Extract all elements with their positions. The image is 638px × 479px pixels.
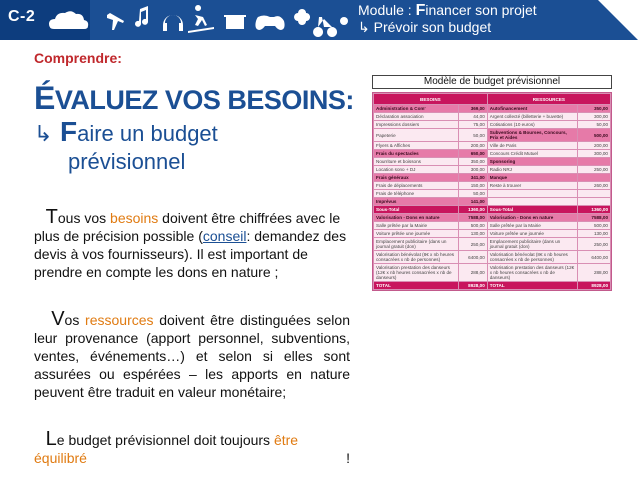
budget-besoin-label: Voiture prêtée une journée: [374, 230, 459, 238]
budget-besoin-value: 44,00: [459, 113, 487, 121]
budget-ressource-label: [487, 190, 577, 198]
budget-besoin-value: 6400,00: [459, 251, 487, 264]
subtitle-line-2: prévisionnel: [68, 149, 186, 174]
budget-body: [374, 105, 611, 290]
title-rest: VALUEZ VOS BESOINS: [54, 85, 346, 115]
budget-ressource-value: 500,00: [577, 222, 610, 230]
flower-icon: [294, 9, 310, 25]
budget-ressource-label: Sponsoring: [487, 158, 577, 166]
module-title: [358, 2, 537, 36]
keyword-etre: être: [273, 432, 299, 448]
title-colon: :: [345, 85, 354, 115]
table-row: [374, 238, 611, 251]
budget-besoin-value: 200,00: [459, 142, 487, 150]
title-first-letter: É: [34, 80, 55, 116]
budget-besoin-label: Salle prêtée par la Mairie: [374, 222, 459, 230]
text: ous vos: [57, 210, 111, 226]
budget-header-row: [374, 94, 611, 105]
text: : demandez des devis à vos fournisseurs). Il est important de prendre en compte les dons en nature ;: [34, 228, 347, 280]
header-besoins: BESOINS: [374, 94, 488, 105]
table-row: [374, 206, 611, 214]
budget-besoin-value: 500,00: [459, 222, 487, 230]
budget-ressource-label: Valorisation - Dons en nature: [487, 214, 577, 222]
budget-besoin-value: 250,00: [459, 238, 487, 251]
banner-corner: [598, 0, 638, 40]
paragraph-besoins: [34, 208, 350, 281]
budget-besoin-value: 75,00: [459, 121, 487, 129]
table-row: [374, 150, 611, 158]
budget-ressource-value: 260,00: [577, 182, 610, 190]
text: doivent être chiffrées avec le plus de précision possible (: [34, 210, 341, 244]
budget-ressource-label: Valorisation prestation des danseurs (12€ x nb heures consacrées x nb de danseurs): [487, 264, 577, 282]
budget-besoin-value: 300,00: [459, 166, 487, 174]
bicycle-icon: [313, 17, 337, 37]
return-arrow-icon: ↳: [34, 121, 53, 146]
budget-besoin-label: Location sono + DJ: [374, 166, 459, 174]
budget-besoin-value: 7588,00: [459, 214, 487, 222]
page-subtitle: [34, 118, 218, 176]
budget-ressource-value: 300,00: [577, 150, 610, 158]
table-row: [374, 174, 611, 182]
keyword-ressources: ressources: [85, 312, 154, 328]
budget-besoin-value: 1360,00: [459, 206, 487, 214]
text: e budget prévisionnel doit toujours: [56, 432, 274, 448]
module-prefix: Module :: [358, 2, 416, 18]
module-title-rest: inancer son projet: [425, 2, 537, 18]
airplane-icon: [107, 13, 124, 30]
header-ressources: RESSOURCES: [487, 94, 610, 105]
budget-ressource-value: 50,00: [577, 121, 610, 129]
budget-ressource-value: 6400,00: [577, 251, 610, 264]
budget-ressource-value: 8928,00: [577, 282, 610, 290]
budget-ressource-value: 250,00: [577, 166, 610, 174]
budget-besoin-label: TOTAL: [374, 282, 459, 290]
table-row: [374, 264, 611, 282]
table-row: [374, 182, 611, 190]
table-row: [374, 113, 611, 121]
budget-ressource-label: Sous-Total: [487, 206, 577, 214]
budget-besoin-label: Sous-Total: [374, 206, 459, 214]
budget-ressource-value: 200,00: [577, 142, 610, 150]
budget-ressource-label: Radio NRJ: [487, 166, 577, 174]
keyword-equilibre: équilibré: [34, 450, 87, 466]
paragraph-ressources: [34, 310, 350, 401]
budget-ressource-label: Reste à trouver: [487, 182, 577, 190]
budget-ressource-label: Concours Crédit Mutuel: [487, 150, 577, 158]
keyword-besoins: besoins: [110, 210, 159, 226]
budget-besoin-value: 650,00: [459, 150, 487, 158]
budget-ressource-label: TOTAL: [487, 282, 577, 290]
budget-besoin-label: Frais généraux: [374, 174, 459, 182]
text: doivent être distinguées selon leur provenance (apport personnel, subventions, ventes, événements…) et selon si elles sont assurées ou espérées – les apports en nature peuvent être traduit en valeur monétaire;: [34, 312, 350, 400]
drop-letter: V: [51, 308, 65, 330]
budget-ressource-value: 350,00: [577, 105, 610, 113]
budget-besoin-value: 141,00: [459, 198, 487, 206]
table-row: [374, 121, 611, 129]
budget-besoin-label: Imprévus: [374, 198, 459, 206]
budget-besoin-label: Flyers & Affiches: [374, 142, 459, 150]
gamepad-icon: [255, 16, 284, 31]
section-label: Comprendre:: [34, 50, 122, 66]
budget-ressource-label: Manque: [487, 174, 577, 182]
budget-besoin-label: Déclaration association: [374, 113, 459, 121]
budget-ressource-value: [577, 190, 610, 198]
budget-besoin-value: 341,00: [459, 174, 487, 182]
budget-ressource-value: 288,00: [577, 264, 610, 282]
budget-besoin-value: 150,00: [459, 182, 487, 190]
budget-ressource-value: [577, 174, 610, 182]
table-row: [374, 198, 611, 206]
budget-ressource-value: 250,00: [577, 238, 610, 251]
subtitle-cap: F: [60, 116, 78, 147]
subtitle-rest: aire un budget: [77, 121, 218, 146]
budget-model-caption: Modèle de budget prévisionnel: [372, 75, 612, 89]
paragraph-equilibre: [34, 430, 350, 467]
budget-ressource-label: Subventions & Bourses, Concours, Prix et Aides: [487, 129, 577, 142]
budget-ressource-label: Salle prêtée par la Mairie: [487, 222, 577, 230]
budget-besoin-value: 8928,00: [459, 282, 487, 290]
page-title: [34, 80, 354, 117]
budget-ressource-label: Argent collecté (billetterie + buvette): [487, 113, 577, 121]
budget-besoin-value: 369,00: [459, 105, 487, 113]
header-banner: [0, 0, 638, 40]
music-note-icon: [135, 6, 148, 27]
table-row: [374, 214, 611, 222]
budget-ressource-value: [577, 158, 610, 166]
budget-besoin-value: 130,00: [459, 230, 487, 238]
budget-besoin-label: Valorisation prestation des danseurs (12€ x nb heures consacrées x nb de danseurs): [374, 264, 459, 282]
budget-besoin-label: Papeterie: [374, 129, 459, 142]
budget-ressource-label: Ville de Paris: [487, 142, 577, 150]
budget-ressource-value: 500,00: [577, 129, 610, 142]
cloud-icon: [49, 11, 88, 29]
budget-ressource-value: 1360,00: [577, 206, 610, 214]
budget-table: [372, 92, 612, 291]
budget-besoin-label: Valorisation bénévolat (8€ x nb heures consacrées x nb de personnes): [374, 251, 459, 264]
table-row: [374, 230, 611, 238]
budget-besoin-label: Administration & Com': [374, 105, 459, 113]
budget-ressource-label: Cotisations (10 euros): [487, 121, 577, 129]
table-row: [374, 105, 611, 113]
target-icon: [340, 17, 348, 25]
table-row: [374, 142, 611, 150]
budget-ressource-label: Voiture prêtée une journée: [487, 230, 577, 238]
budget-ressource-label: [487, 198, 577, 206]
exclamation: !: [346, 450, 350, 466]
table-row: [374, 222, 611, 230]
budget-besoin-value: 50,00: [459, 190, 487, 198]
budget-besoin-label: Frais du spectacles: [374, 150, 459, 158]
drop-letter: L: [45, 428, 57, 450]
table-row: [374, 282, 611, 290]
table-row: [374, 166, 611, 174]
budget-ressource-label: Emplacement publicitaire (dans un journal gratuit (don): [487, 238, 577, 251]
table-row: [374, 158, 611, 166]
drum-icon: [224, 15, 246, 29]
budget-ressource-label: Valorisation bénévolat (8€ x nb heures consacrées x nb de personnes): [487, 251, 577, 264]
budget-besoin-label: Valorisation - Dons en nature: [374, 214, 459, 222]
theme-icons: [48, 3, 348, 37]
table-row: [374, 190, 611, 198]
module-subtitle: ↳ Prévoir son budget: [358, 19, 492, 35]
budget-besoin-label: Impressions dossiers: [374, 121, 459, 129]
budget-ressource-value: [577, 198, 610, 206]
budget-ressource-value: 300,00: [577, 113, 610, 121]
budget-ressource-value: 7588,00: [577, 214, 610, 222]
table-row: [374, 129, 611, 142]
budget-besoin-label: Frais de téléphone: [374, 190, 459, 198]
budget-besoin-value: 288,00: [459, 264, 487, 282]
budget-ressource-label: Autofinancement: [487, 105, 577, 113]
module-title-cap: F: [415, 2, 426, 19]
budget-besoin-label: Frais de déplacements: [374, 182, 459, 190]
budget-besoin-value: 350,00: [459, 158, 487, 166]
budget-besoin-label: Nourriture et boissons: [374, 158, 459, 166]
drop-letter: T: [45, 206, 58, 228]
table-row: [374, 251, 611, 264]
budget-ressource-value: 130,00: [577, 230, 610, 238]
conseil-link[interactable]: conseil: [202, 228, 247, 244]
budget-besoin-label: Emplacement publicitaire (dans un journal gratuit (don): [374, 238, 459, 251]
headphones-icon: [163, 15, 183, 31]
snowboarder-icon: [188, 5, 214, 33]
budget-besoin-value: 50,00: [459, 129, 487, 142]
module-code: C-2: [8, 8, 36, 25]
text: os: [64, 312, 86, 328]
